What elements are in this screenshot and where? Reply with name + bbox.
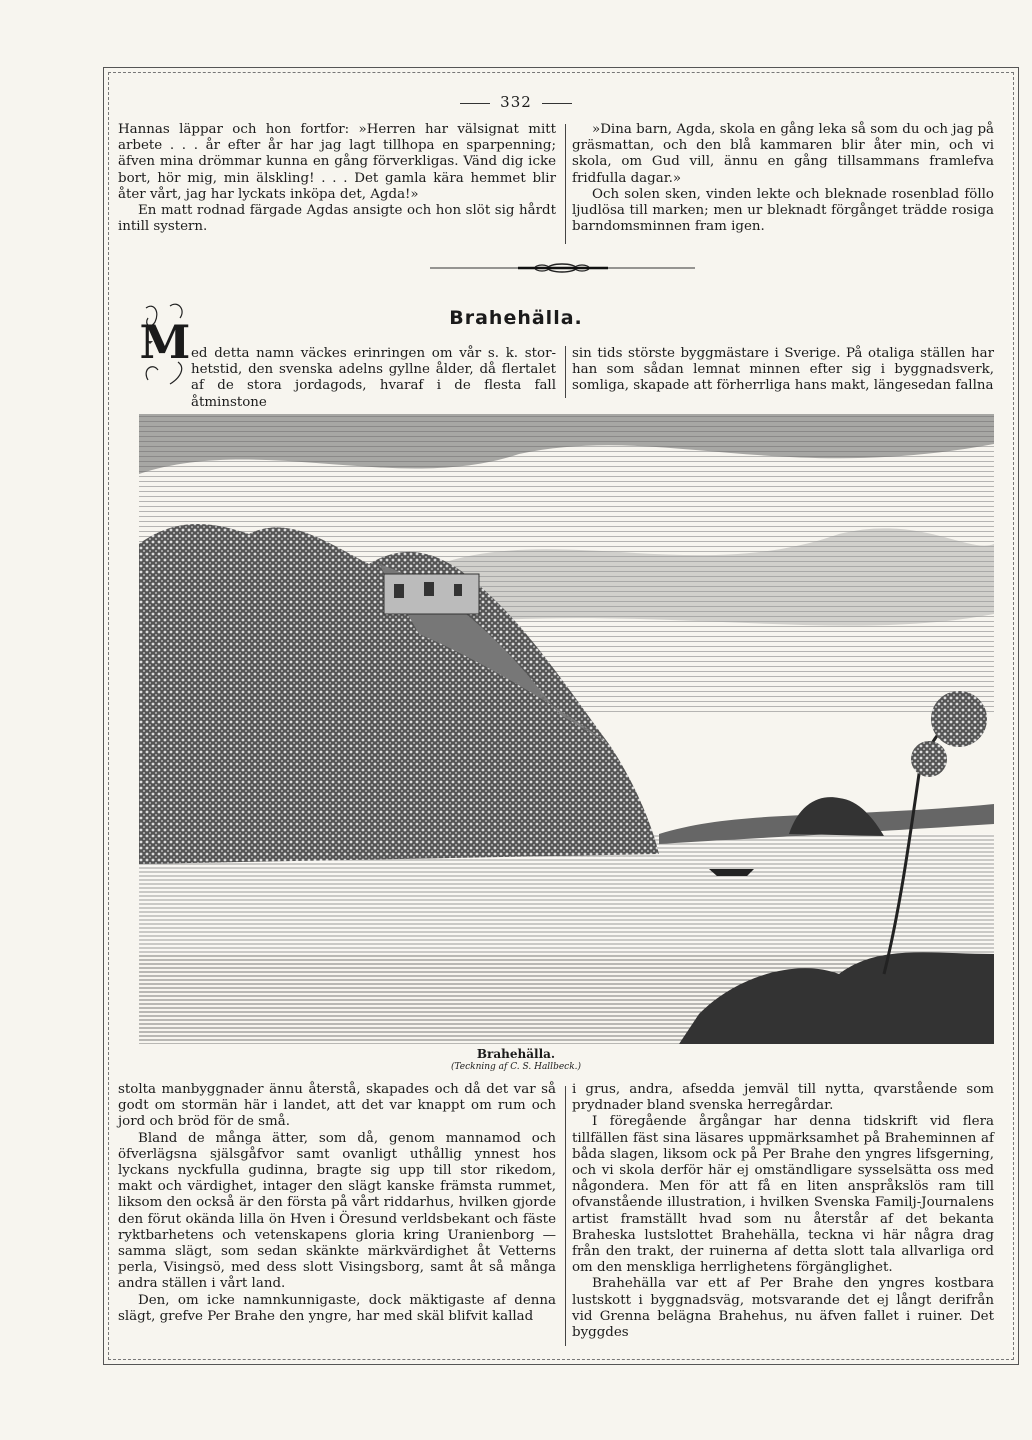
intro-right-column: [572, 346, 994, 395]
paragraph: Och solen sken, vinden lekte och bleknade rosenblad föllo ljudlösa till marken; men ur bleknadt förgånget trädde rosiga barndomsminnen fram igen.: [572, 186, 994, 235]
section-ornament: [430, 262, 695, 274]
paragraph: sin tids störste byggmästare i Sverige. På otaliga ställen har han som sådan lemnat minnen efter sig i byggnadsverk, somliga, skapade att förherrliga hans makt, längesedan fallna: [572, 346, 994, 394]
intro-left-column: [191, 346, 556, 411]
paragraph: I föregående årgångar har denna tidskrift vid flera tillfällen fäst sina läsares uppmärksamhet på Braheminnen af båda slagen, liksom ock på Per Brahe den yngres lifsgerning, och vi skola derför här ej omständligare sysselsätta oss med någondera. Men för att få en liten anspråkslös ram till ofvanstående illustration, i hvilken Svenska Familj-Journalens artist framställt hvad som nu återstår af det bekanta Braheska lustslottet Brahehälla, teckna vi här några drag från den trakt, der ruinerna af detta slott tala allvarliga ord om den menskliga herrlighetens förgänglighet.: [572, 1114, 994, 1276]
bottom-right-column: [572, 1082, 994, 1341]
paragraph: Den, om icke namnkunnigaste, dock mäktigaste af denna slägt, grefve Per Brahe den yngre, har med skäl blifvit kallad: [118, 1292, 556, 1324]
illustration-credit: (Teckning af C. S. Hallbeck.): [450, 1062, 582, 1072]
paragraph: »Dina barn, Agda, skola en gång leka så som du och jag på gräsmattan, och den blå kammaren blir åter min, och vi skola, om Gud vill, ännu en gång tillsammans framlefva fridfulla dagar.»: [572, 122, 994, 186]
paragraph: Brahehälla var ett af Per Brahe den yngres kostbara lustskott i byggnadsväg, motsvarande det ej långt derifrån vid Grenna belägna Brahehus, nu äfven fallet i ruiner. Det byggdes: [572, 1276, 994, 1341]
svg-text:M: M: [140, 315, 190, 369]
brahehalla-engraving: [139, 414, 994, 1044]
paragraph: En matt rodnad färgade Agdas ansigte och hon slöt sig hårdt intill systern.: [118, 203, 556, 235]
bottom-left-column: [118, 1082, 556, 1325]
top-right-column: [572, 122, 994, 235]
illustration-caption: Brahehälla.: [476, 1047, 556, 1061]
paragraph: stolta manbyggnader ännu återstå, skapades och då det var så godt om stormän här i landet, att det var knappt om rum och jord och bröd för de små.: [118, 1082, 556, 1130]
column-rule: [565, 346, 566, 398]
paragraph: Hannas läppar och hon fortfor: »Herren har välsignat mitt arbete . . . år efter år har jag lagt tillhopa en sparpenning; äfven mina drömmar kunna en gång förverkligas. Vänd dig icke bort, hör mig, min älskling! . . . Det gamla kära hemmet blir åter vårt, jag har lyckats inköpa det, Agda!»: [118, 122, 556, 202]
paragraph: i grus, andra, afsedda jemväl till nytta, qvarstående som prydnader bland svenska herregårdar.: [572, 1082, 994, 1114]
page-number: 332: [0, 93, 1032, 111]
top-left-column: [118, 122, 556, 235]
small-island: [789, 797, 884, 836]
column-rule: [565, 124, 566, 244]
decorative-initial-m: [140, 300, 190, 390]
column-rule: [565, 1086, 566, 1346]
paragraph: Bland de många ätter, som då, genom mannamod och öfverlägsna själsgåfvor samt ovanligt uthållig ynnest hos lyckans nyckfulla gudinna, bragte sig upp till stor rikedom, makt och värdighet, intager den slägt kanske främsta rummet, liksom den också är den första på vårt riddarhus, hvilken gjorde den förut okända lilla ön Hven i Öresund verldsbekant och fäste ryktbarhetens och vetenskapens gloria kring Uranienborg — samma slägt, som sedan skänkte märkvärdighet åt Vetterns perla, Visingsö, med dess slott Visingsborg, samt åt så många andra ställen i vårt land.: [118, 1130, 556, 1292]
paragraph: ed detta namn väckes erinringen om vår s. k. stor-hetstid, den svenska adelns gyllne ålder, då flertalet af de stora jordagods, hvaraf i de flesta fall åtminstone: [191, 346, 556, 410]
article-title: Brahehälla.: [449, 307, 583, 329]
